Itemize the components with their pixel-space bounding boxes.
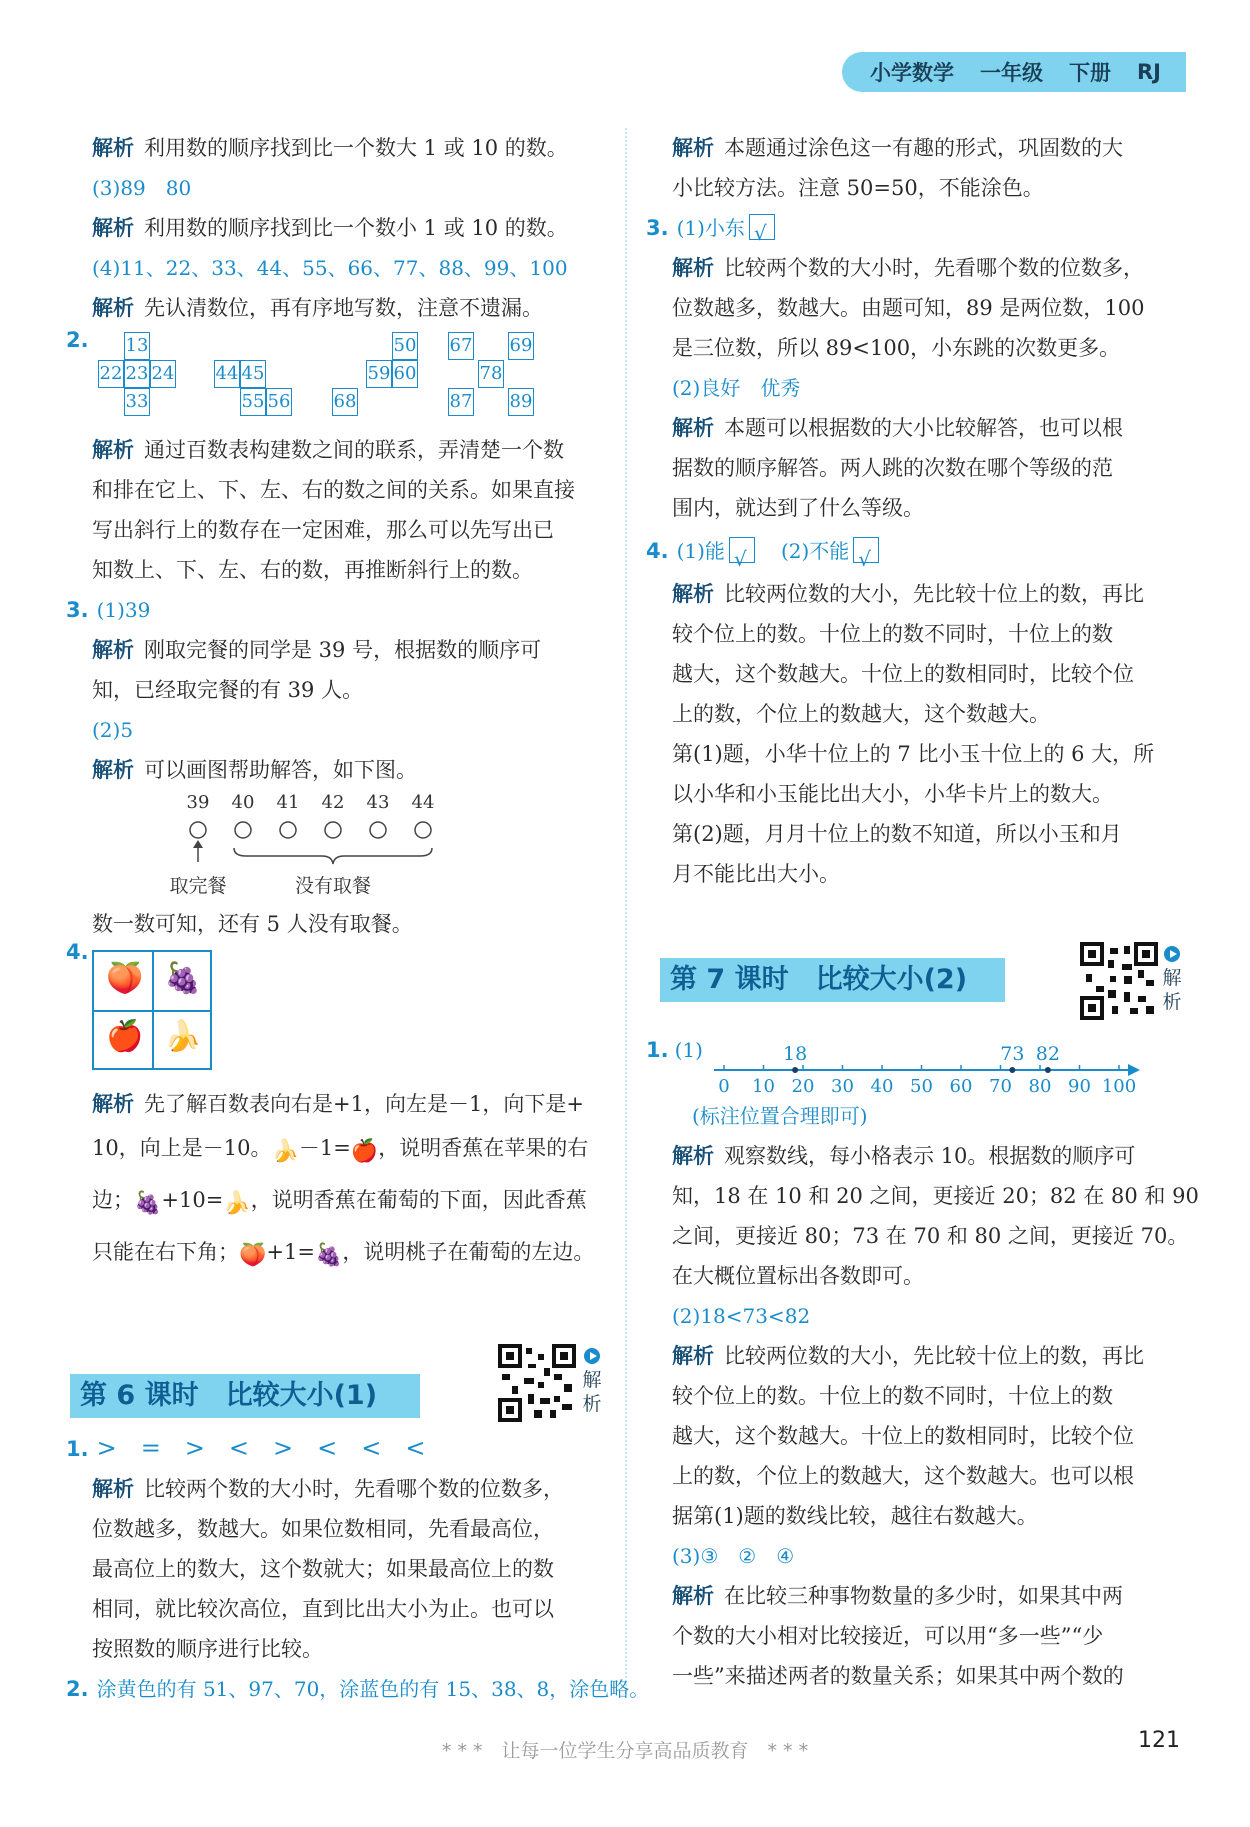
grid-cell: 69 bbox=[508, 332, 534, 360]
explanation-line: 解析 比较两个数的大小时，先看哪个数的位数多， bbox=[672, 256, 1144, 280]
grade-label: 一年级 bbox=[980, 61, 1043, 85]
explanation-line: 知数上、下、左、右的数，再推断斜行上的数。 bbox=[92, 558, 533, 582]
explanation-line: 知，已经取完餐的有 39 人。 bbox=[92, 678, 364, 702]
footer-slogan: * * * 让每一位学生分享高品质教育 * * * bbox=[441, 1740, 809, 1762]
peach-icon: 🍑 bbox=[106, 961, 144, 996]
explanation-line: 位数越多，数越大。如果位数相同，先看最高位， bbox=[92, 1517, 554, 1541]
volume-label: 下册 bbox=[1069, 61, 1111, 85]
tick-label: 20 bbox=[791, 1076, 815, 1097]
explanation-line: 一些”来描述两者的数量关系；如果其中两个数的 bbox=[672, 1664, 1124, 1688]
grid-cell: 33 bbox=[124, 388, 150, 416]
queue-number: 42 bbox=[321, 792, 345, 813]
number-line-block bbox=[646, 1030, 1212, 1097]
queue-number: 39 bbox=[186, 792, 210, 813]
checkmark-icon bbox=[853, 537, 879, 563]
edition-label: RJ bbox=[1137, 60, 1161, 84]
explanation-line: 较个位上的数。十位上的数不同时，十位上的数 bbox=[672, 622, 1113, 646]
answer-line: 1. (1) bbox=[646, 1038, 703, 1062]
grape-icon: 🍇 bbox=[134, 1191, 162, 1216]
explanation-line: 围内，就达到了什么等级。 bbox=[672, 496, 924, 520]
explanation-line: 解析 可以画图帮助解答，如下图。 bbox=[92, 758, 417, 782]
explanation-line: 个数的大小相对比较接近，可以用“多一些”“少 bbox=[672, 1624, 1104, 1648]
explanation-line: 小比较方法。注意 50=50，不能涂色。 bbox=[672, 176, 1044, 200]
explanation-line: 10，向上是－10。🍌－1=🍎，说明香蕉在苹果的右 bbox=[92, 1136, 589, 1164]
explanation-line: 解析 本题通过涂色这一有趣的形式，巩固数的大 bbox=[672, 136, 1123, 160]
tick-label: 90 bbox=[1068, 1076, 1091, 1097]
question-number: 4. bbox=[66, 940, 89, 964]
explanation-line: 解析 利用数的顺序找到比一个数小 1 或 10 的数。 bbox=[92, 216, 568, 240]
explanation-line: 越大，这个数越大。十位上的数相同时，比较个位 bbox=[672, 662, 1134, 686]
explanation-line: 越大，这个数越大。十位上的数相同时，比较个位 bbox=[672, 1424, 1134, 1448]
explanation-line: 是三位数，所以 89<100，小东跳的次数更多。 bbox=[672, 336, 1121, 360]
explanation-line: 相同，就比较次高位，直到比出大小为止。也可以 bbox=[92, 1597, 554, 1621]
explanation-line: 解析 通过百数表构建数之间的联系，弄清楚一个数 bbox=[92, 438, 564, 462]
explanation-line: 和排在它上、下、左、右的数之间的关系。如果直接 bbox=[92, 478, 575, 502]
explanation-line: 解析 观察数线，每小格表示 10。根据数的顺序可 bbox=[672, 1144, 1136, 1168]
arrow-head bbox=[1128, 1064, 1140, 1076]
subject-label: 小学数学 bbox=[870, 61, 954, 85]
tick-label: 0 bbox=[718, 1076, 730, 1097]
answer-line: 2. 涂黄色的有 51、97、70，涂蓝色的有 15、38、8，涂色略。 bbox=[66, 1677, 650, 1701]
explanation-line: 月不能比出大小。 bbox=[672, 862, 840, 886]
explanation-line: 较个位上的数。十位上的数不同时，十位上的数 bbox=[672, 1384, 1113, 1408]
book-info-badge bbox=[842, 52, 1186, 92]
answer-line: 3. (1)39 bbox=[66, 598, 151, 622]
value-label: 82 bbox=[1035, 1043, 1060, 1065]
student-circle bbox=[370, 822, 386, 838]
explanation-line: 据第(1)题的数线比较，越往右数越大。 bbox=[672, 1504, 1038, 1528]
grid-cell: 55 bbox=[240, 388, 266, 416]
conclusion-line: 数一数可知，还有 5 人没有取餐。 bbox=[92, 912, 413, 936]
grid-cell: 89 bbox=[508, 388, 534, 416]
checkmark-icon bbox=[749, 214, 775, 240]
tick-label: 40 bbox=[870, 1076, 894, 1097]
explanation-line: 第(1)题，小华十位上的 7 比小玉十位上的 6 大，所 bbox=[672, 742, 1155, 766]
answer-line: (3)③ ② ④ bbox=[672, 1544, 795, 1568]
answer-line: (2)18<73<82 bbox=[672, 1304, 811, 1328]
number-line bbox=[672, 1030, 1137, 1097]
student-circle bbox=[280, 822, 296, 838]
qr-analysis-label: 解析 bbox=[1162, 967, 1182, 1013]
fruit-grid-block bbox=[66, 940, 632, 1084]
explanation-line: 按照数的顺序进行比较。 bbox=[92, 1637, 323, 1661]
brace bbox=[234, 848, 432, 864]
tick-label: 100 bbox=[1101, 1076, 1137, 1097]
queue-number: 40 bbox=[231, 792, 255, 813]
student-circle bbox=[235, 822, 251, 838]
checkmark-icon bbox=[729, 537, 755, 563]
answer-line: 3. (1)小东√ bbox=[672, 208, 1212, 248]
grid-cell: 56 bbox=[266, 388, 292, 416]
explanation-line: 以小华和小玉能比出大小，小华卡片上的数大。 bbox=[672, 782, 1113, 806]
value-label: 73 bbox=[1000, 1043, 1025, 1065]
grid-cell: 67 bbox=[448, 332, 474, 360]
explanation-line: 只能在右下角；🍑+1=🍇，说明桃子在葡萄的左边。 bbox=[92, 1240, 595, 1268]
tick-label: 80 bbox=[1028, 1076, 1052, 1097]
grid-cell: 23 bbox=[124, 360, 150, 388]
grid-cell: 68 bbox=[332, 388, 358, 416]
grid-cell: 87 bbox=[448, 388, 474, 416]
grape-icon: 🍇 bbox=[164, 961, 202, 996]
explanation-line: 解析 比较两位数的大小，先比较十位上的数，再比 bbox=[672, 1344, 1144, 1368]
tick-label: 50 bbox=[910, 1076, 933, 1097]
explanation-line: 知，18 在 10 和 20 之间，更接近 20；82 在 80 和 90 bbox=[672, 1184, 1199, 1208]
explanation-line: 解析 先认清数位，再有序地写数，注意不遗漏。 bbox=[92, 296, 543, 320]
peach-icon: 🍑 bbox=[239, 1243, 267, 1268]
banana-icon: 🍌 bbox=[223, 1191, 251, 1216]
grape-icon: 🍇 bbox=[314, 1243, 343, 1268]
qr-analysis-label: 解析 bbox=[582, 1369, 602, 1415]
waiting-label: 没有取餐 bbox=[294, 875, 372, 897]
explanation-line: 第(2)题，月月十位上的数不知道，所以小玉和月 bbox=[672, 822, 1122, 846]
grid-cell: 24 bbox=[150, 360, 176, 388]
apple-icon: 🍎 bbox=[106, 1019, 144, 1054]
explanation-line: 解析 先了解百数表向右是+1，向左是－1，向下是+ bbox=[92, 1092, 584, 1116]
finished-label: 取完餐 bbox=[169, 875, 227, 897]
answer-line: (4)11、22、33、44、55、66、77、88、99、100 bbox=[92, 256, 568, 280]
lesson-7-heading: 第 7 课时 比较大小(2) bbox=[660, 958, 1005, 1002]
tick-label: 60 bbox=[949, 1076, 973, 1097]
grid-cell: 45 bbox=[240, 360, 266, 388]
lesson-6-content bbox=[66, 1428, 650, 1709]
explanation-line: 之间，更接近 80；73 在 70 和 80 之间，更接近 70。 bbox=[672, 1224, 1189, 1248]
explanation-line: 上的数，个位上的数越大，这个数越大。 bbox=[672, 702, 1050, 726]
fruit-grid bbox=[92, 950, 212, 1070]
lesson-6-heading: 第 6 课时 比较大小(1) bbox=[70, 1374, 420, 1418]
explanation-line: 解析 本题可以根据数的大小比较解答，也可以根 bbox=[672, 416, 1123, 440]
value-point bbox=[1045, 1067, 1051, 1073]
explanation-line: 最高位上的数大，这个数就大；如果最高位上的数 bbox=[92, 1557, 554, 1581]
explanation-line: 据数的顺序解答。两人跳的次数在哪个等级的范 bbox=[672, 456, 1113, 480]
explanation-line: 解析 比较两个数的大小时，先看哪个数的位数多， bbox=[92, 1477, 564, 1501]
grid-cell: 13 bbox=[124, 332, 150, 360]
answer-line: 1. > = > < > < < < bbox=[66, 1434, 426, 1462]
grid-cell: 50 bbox=[392, 332, 418, 360]
banana-icon: 🍌 bbox=[271, 1139, 299, 1164]
student-circle bbox=[325, 822, 341, 838]
grid-cell: 22 bbox=[98, 360, 124, 388]
student-circle bbox=[415, 822, 431, 838]
apple-icon: 🍎 bbox=[350, 1139, 379, 1164]
answer-line: 4. (1)能√ (2)不能√ bbox=[672, 528, 1212, 574]
arrow-head bbox=[193, 840, 203, 848]
queue-number: 43 bbox=[366, 792, 390, 813]
explanation-line: 解析 刚取完餐的同学是 39 号，根据数的顺序可 bbox=[92, 638, 542, 662]
queue-diagram bbox=[162, 790, 582, 904]
grid-cell: 44 bbox=[214, 360, 240, 388]
value-point bbox=[1009, 1067, 1015, 1073]
grid-cell: 78 bbox=[478, 360, 504, 388]
hundred-chart-fragments bbox=[66, 328, 632, 430]
qr-code-icon[interactable] bbox=[498, 1344, 576, 1422]
tick-label: 70 bbox=[989, 1076, 1012, 1097]
banana-icon: 🍌 bbox=[164, 1019, 202, 1054]
student-circle bbox=[190, 822, 206, 838]
answer-line: (2)良好 优秀 bbox=[672, 376, 801, 400]
explanation-line: 在大概位置标出各数即可。 bbox=[672, 1264, 924, 1288]
left-column bbox=[66, 128, 632, 1280]
explanation-line: 解析 利用数的顺序找到比一个数大 1 或 10 的数。 bbox=[92, 136, 568, 160]
tick-label: 10 bbox=[752, 1076, 775, 1097]
value-label: 18 bbox=[783, 1043, 808, 1065]
value-point bbox=[792, 1067, 798, 1073]
explanation-line: 位数越多，数越大。由题可知，89 是两位数，100 bbox=[672, 296, 1145, 320]
grid-cell: 59 bbox=[366, 360, 392, 388]
explanation-line: 解析 比较两位数的大小，先比较十位上的数，再比 bbox=[672, 582, 1144, 606]
answer-line: (2)5 bbox=[92, 718, 134, 742]
play-icon[interactable] bbox=[584, 1348, 600, 1364]
queue-number: 44 bbox=[411, 792, 435, 813]
page-number: 121 bbox=[1138, 1728, 1180, 1753]
explanation-line: 边；🍇+10=🍌，说明香蕉在葡萄的下面，因此香蕉 bbox=[92, 1188, 587, 1216]
explanation-line: 写出斜行上的数存在一定困难，那么可以先写出已 bbox=[92, 518, 554, 542]
play-icon[interactable] bbox=[1164, 946, 1180, 962]
answer-line: (3)89 80 bbox=[92, 176, 192, 200]
right-column bbox=[646, 128, 1212, 894]
answer-note: (标注位置合理即可) bbox=[692, 1104, 868, 1128]
queue-number: 41 bbox=[276, 792, 300, 813]
tick-label: 30 bbox=[831, 1076, 854, 1097]
qr-code-icon[interactable] bbox=[1080, 942, 1158, 1020]
explanation-line: 上的数，个位上的数越大，这个数越大。也可以根 bbox=[672, 1464, 1134, 1488]
grid-cell: 60 bbox=[392, 360, 418, 388]
question-number: 2. bbox=[66, 328, 89, 352]
explanation-line: 解析 在比较三种事物数量的多少时，如果其中两 bbox=[672, 1584, 1123, 1608]
lesson-7-content bbox=[646, 1030, 1212, 1696]
